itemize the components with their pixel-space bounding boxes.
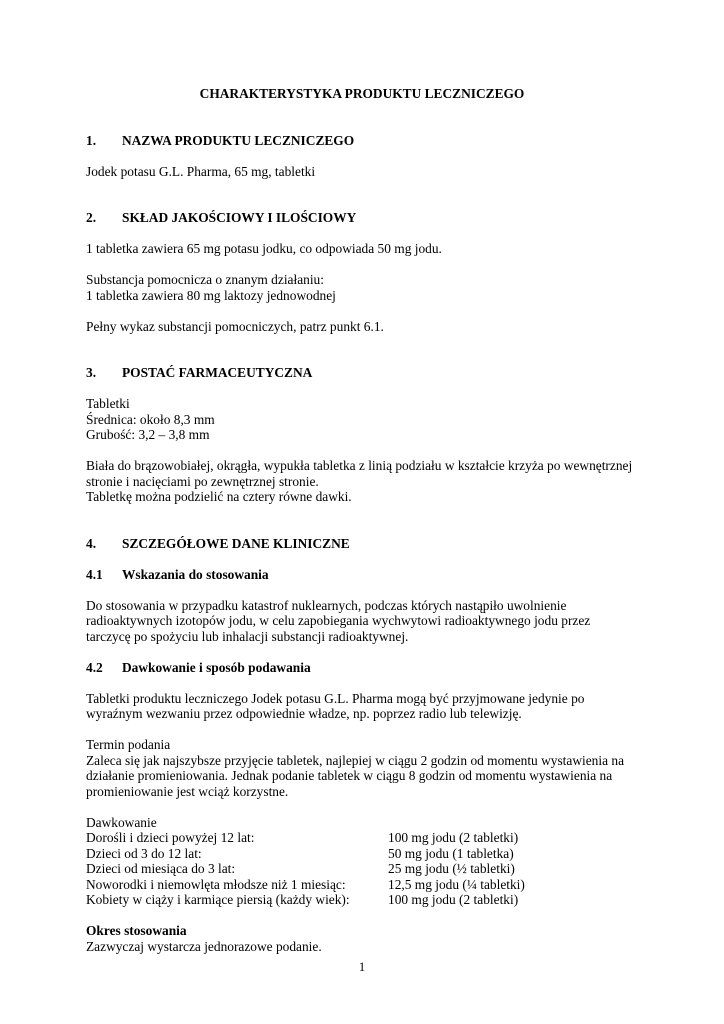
dosage-group-label: Dzieci od miesiąca do 3 lat: bbox=[86, 861, 236, 876]
form-line-diameter: Średnica: około 8,3 mm bbox=[86, 411, 215, 427]
dosage-row-children-3-12 bbox=[86, 846, 638, 862]
section-2-heading-text: SKŁAD JAKOŚCIOWY I ILOŚCIOWY bbox=[122, 210, 357, 225]
dosage-dose-value: 100 mg jodu (2 tabletki) bbox=[388, 830, 519, 845]
tablet-description-paragraph: Biała do brązowobiałej, okrągła, wypukła tabletka z linią podziału w kształcie krzyża po wewnętrznej stronie i nacięciami po zewnętrznej stronie. bbox=[86, 458, 633, 489]
dosage-dose-value: 100 mg jodu (2 tabletki) bbox=[388, 892, 519, 907]
section-4-heading-text: SZCZEGÓŁOWE DANE KLINICZNE bbox=[122, 535, 350, 551]
document-title: CHARAKTERYSTYKA PRODUKTU LECZNICZEGO bbox=[199, 86, 525, 101]
dosage-dose-value: 25 mg jodu (½ tabletki) bbox=[388, 861, 515, 876]
section-2-heading bbox=[86, 210, 638, 226]
composition-paragraph: 1 tabletka zawiera 65 mg potasu jodku, co odpowiada 50 mg jodu. bbox=[86, 241, 442, 256]
section-3-heading-text: POSTAĆ FARMACEUTYCZNA bbox=[122, 365, 313, 380]
dosage-row-children-1m-3y bbox=[86, 861, 638, 877]
dosage-row-adults bbox=[86, 830, 638, 846]
section-4-2-number: 4.2 bbox=[86, 659, 103, 675]
dosage-label: Dawkowanie bbox=[86, 814, 157, 830]
dosage-dose-value: 50 mg jodu (1 tabletka) bbox=[388, 845, 514, 861]
section-4-1-heading bbox=[86, 567, 638, 583]
tablet-division-paragraph: Tabletkę można podzielić na cztery równe dawki. bbox=[86, 489, 352, 504]
section-1-heading bbox=[86, 133, 638, 149]
form-line-tabletki: Tabletki bbox=[86, 396, 130, 411]
section-2-number: 2. bbox=[86, 210, 97, 225]
dosage-group-label: Kobiety w ciąży i karmiące piersią (każdy wiek): bbox=[86, 892, 350, 907]
form-line-thickness: Grubość: 3,2 – 3,8 mm bbox=[86, 427, 210, 442]
indications-paragraph: Do stosowania w przypadku katastrof nuklearnych, podczas których nastąpiło uwolnienie radioaktywnych izotopów jodu, w celu zapobiegania wychwytowi radioaktywnego jodu przez tarczycę po spożyciu lub inhalacji substancji radioaktywnej. bbox=[86, 597, 591, 644]
administration-time-label: Termin podania bbox=[86, 737, 171, 752]
dosage-row-pregnant-women bbox=[86, 892, 638, 908]
section-1-heading-text: NAZWA PRODUKTU LECZNICZEGO bbox=[122, 132, 355, 148]
product-name-paragraph: Jodek potasu G.L. Pharma, 65 mg, tabletki bbox=[86, 163, 316, 179]
dosage-group-label: Noworodki i niemowlęta młodsze niż 1 miesiąc: bbox=[86, 876, 346, 892]
dosage-group-label: Dorośli i dzieci powyżej 12 lat: bbox=[86, 830, 255, 845]
section-4-number: 4. bbox=[86, 535, 97, 551]
dosage-row-newborns bbox=[86, 877, 638, 893]
excipient-value-line: 1 tabletka zawiera 80 mg laktozy jednowodnej bbox=[86, 287, 336, 303]
section-3-number: 3. bbox=[86, 365, 97, 380]
section-4-1-heading-text: Wskazania do stosowania bbox=[122, 566, 269, 582]
section-4-heading bbox=[86, 536, 638, 552]
dosage-group-label: Dzieci od 3 do 12 lat: bbox=[86, 845, 202, 861]
page-number: 1 bbox=[358, 960, 366, 974]
section-4-2-heading-text: Dawkowanie i sposób podawania bbox=[122, 659, 311, 675]
usage-period-label: Okres stosowania bbox=[86, 923, 187, 938]
excipient-reference-paragraph: Pełny wykaz substancji pomocniczych, patrz punkt 6.1. bbox=[86, 318, 384, 334]
section-3-heading bbox=[86, 365, 638, 381]
dosage-intro-paragraph: Tabletki produktu leczniczego Jodek potasu G.L. Pharma mogą być przyjmowane jedynie po wyraźnym wezwaniu przez odpowiednie władze, np. poprzez radio lub telewizję. bbox=[86, 690, 585, 721]
section-4-2-heading bbox=[86, 660, 638, 676]
administration-time-paragraph: Zaleca się jak najszybsze przyjęcie tabletek, najlepiej w ciągu 2 godzin od momentu wystawienia na działanie promieniowania. Jednak podanie tabletek w ciągu 8 godzin od momentu wystawienia na promieniowanie jest wciąż korzystne. bbox=[86, 752, 625, 799]
section-1-number: 1. bbox=[86, 132, 97, 148]
excipient-label-line: Substancja pomocnicza o znanym działaniu: bbox=[86, 272, 324, 287]
dosage-dose-value: 12,5 mg jodu (¼ tabletki) bbox=[388, 876, 525, 892]
usage-period-paragraph: Zazwyczaj wystarcza jednorazowe podanie. bbox=[86, 938, 322, 954]
section-4-1-number: 4.1 bbox=[86, 566, 103, 582]
